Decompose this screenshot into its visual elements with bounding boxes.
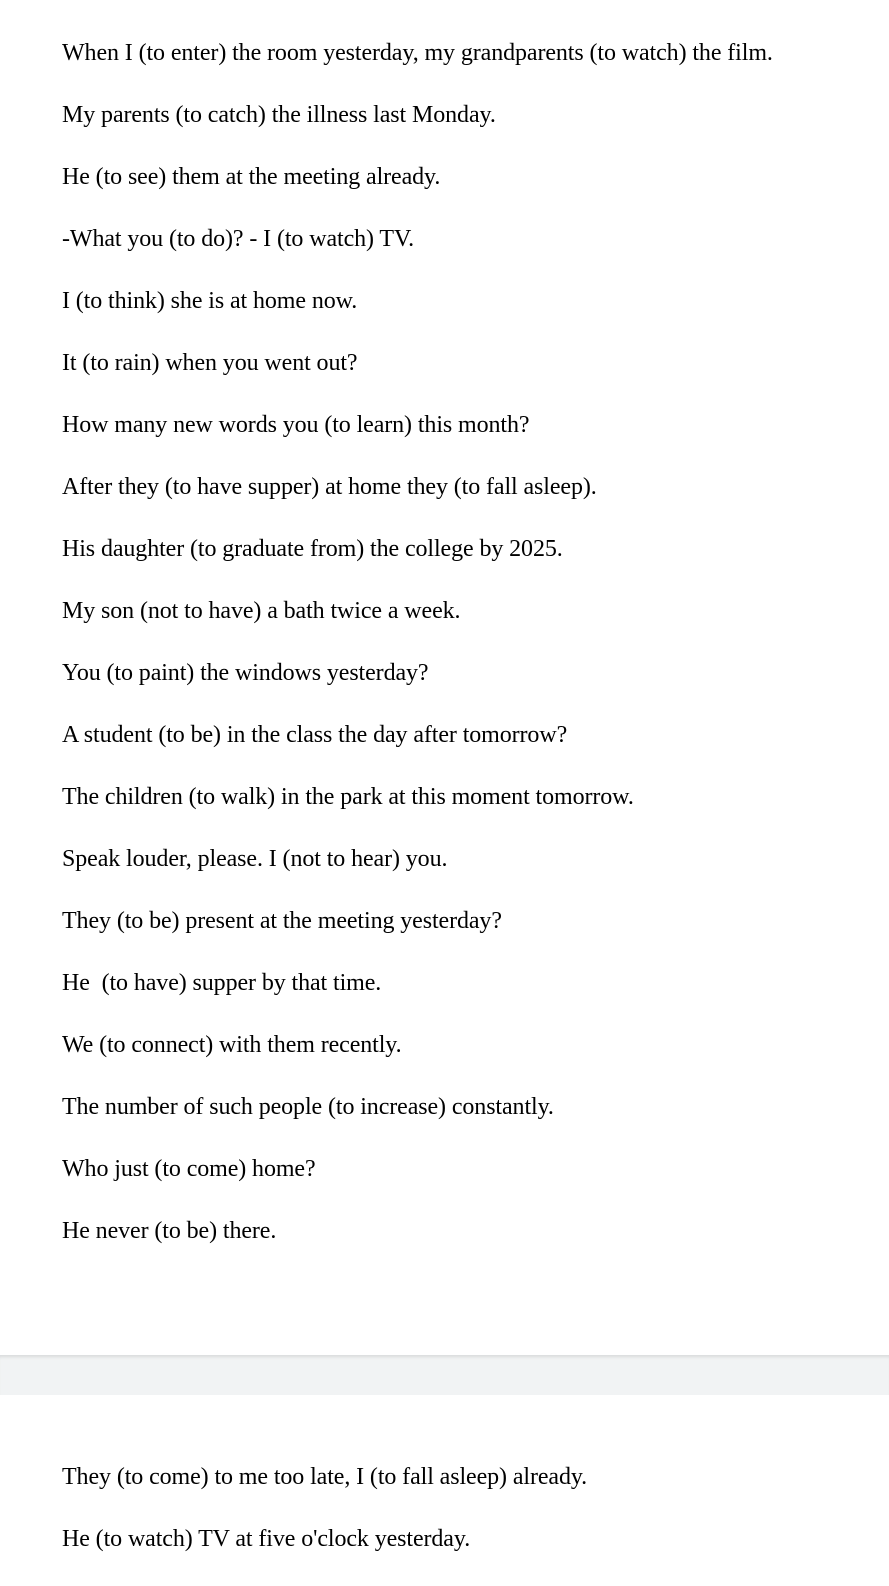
sentence-line: After they (to have supper) at home they (to fall asleep). (62, 474, 597, 500)
document-page-2 (0, 1395, 889, 1576)
sentence-line: They (to come) to me too late, I (to fall asleep) already. (62, 1464, 588, 1490)
sentence-line: The children (to walk) in the park at this moment tomorrow. (62, 784, 634, 810)
sentence-line: My son (not to have) a bath twice a week. (62, 598, 461, 624)
sentence-line: You (to paint) the windows yesterday? (62, 660, 429, 686)
sentence-line: It (to rain) when you went out? (62, 350, 358, 376)
sentence-line: -What you (to do)? - I (to watch) TV. (62, 226, 414, 252)
sentence-line: When I (to enter) the room yesterday, my grandparents (to watch) the film. (62, 40, 773, 66)
sentence-line: The number of such people (to increase) constantly. (62, 1094, 554, 1120)
sentence-line: I (to think) she is at home now. (62, 288, 358, 314)
sentence-line: Speak louder, please. I (not to hear) you. (62, 846, 448, 872)
sentence-line: My parents (to catch) the illness last Monday. (62, 102, 496, 128)
sentence-line: He (to have) supper by that time. (62, 970, 382, 996)
sentence-line: He (to see) them at the meeting already. (62, 164, 441, 190)
page-separator (0, 1355, 889, 1395)
sentence-line: We (to connect) with them recently. (62, 1032, 402, 1058)
sentence-line: How many new words you (to learn) this month? (62, 412, 530, 438)
sentence-line: A student (to be) in the class the day after tomorrow? (62, 722, 568, 748)
sentence-line: He never (to be) there. (62, 1218, 277, 1244)
sentence-list (62, 38, 889, 1278)
sentence-line: His daughter (to graduate from) the college by 2025. (62, 536, 563, 562)
sentence-line: He (to watch) TV at five o'clock yesterday. (62, 1526, 471, 1552)
sentence-line: They (to be) present at the meeting yesterday? (62, 908, 502, 934)
sentence-list (62, 1462, 889, 1586)
sentence-line: Who just (to come) home? (62, 1156, 316, 1182)
